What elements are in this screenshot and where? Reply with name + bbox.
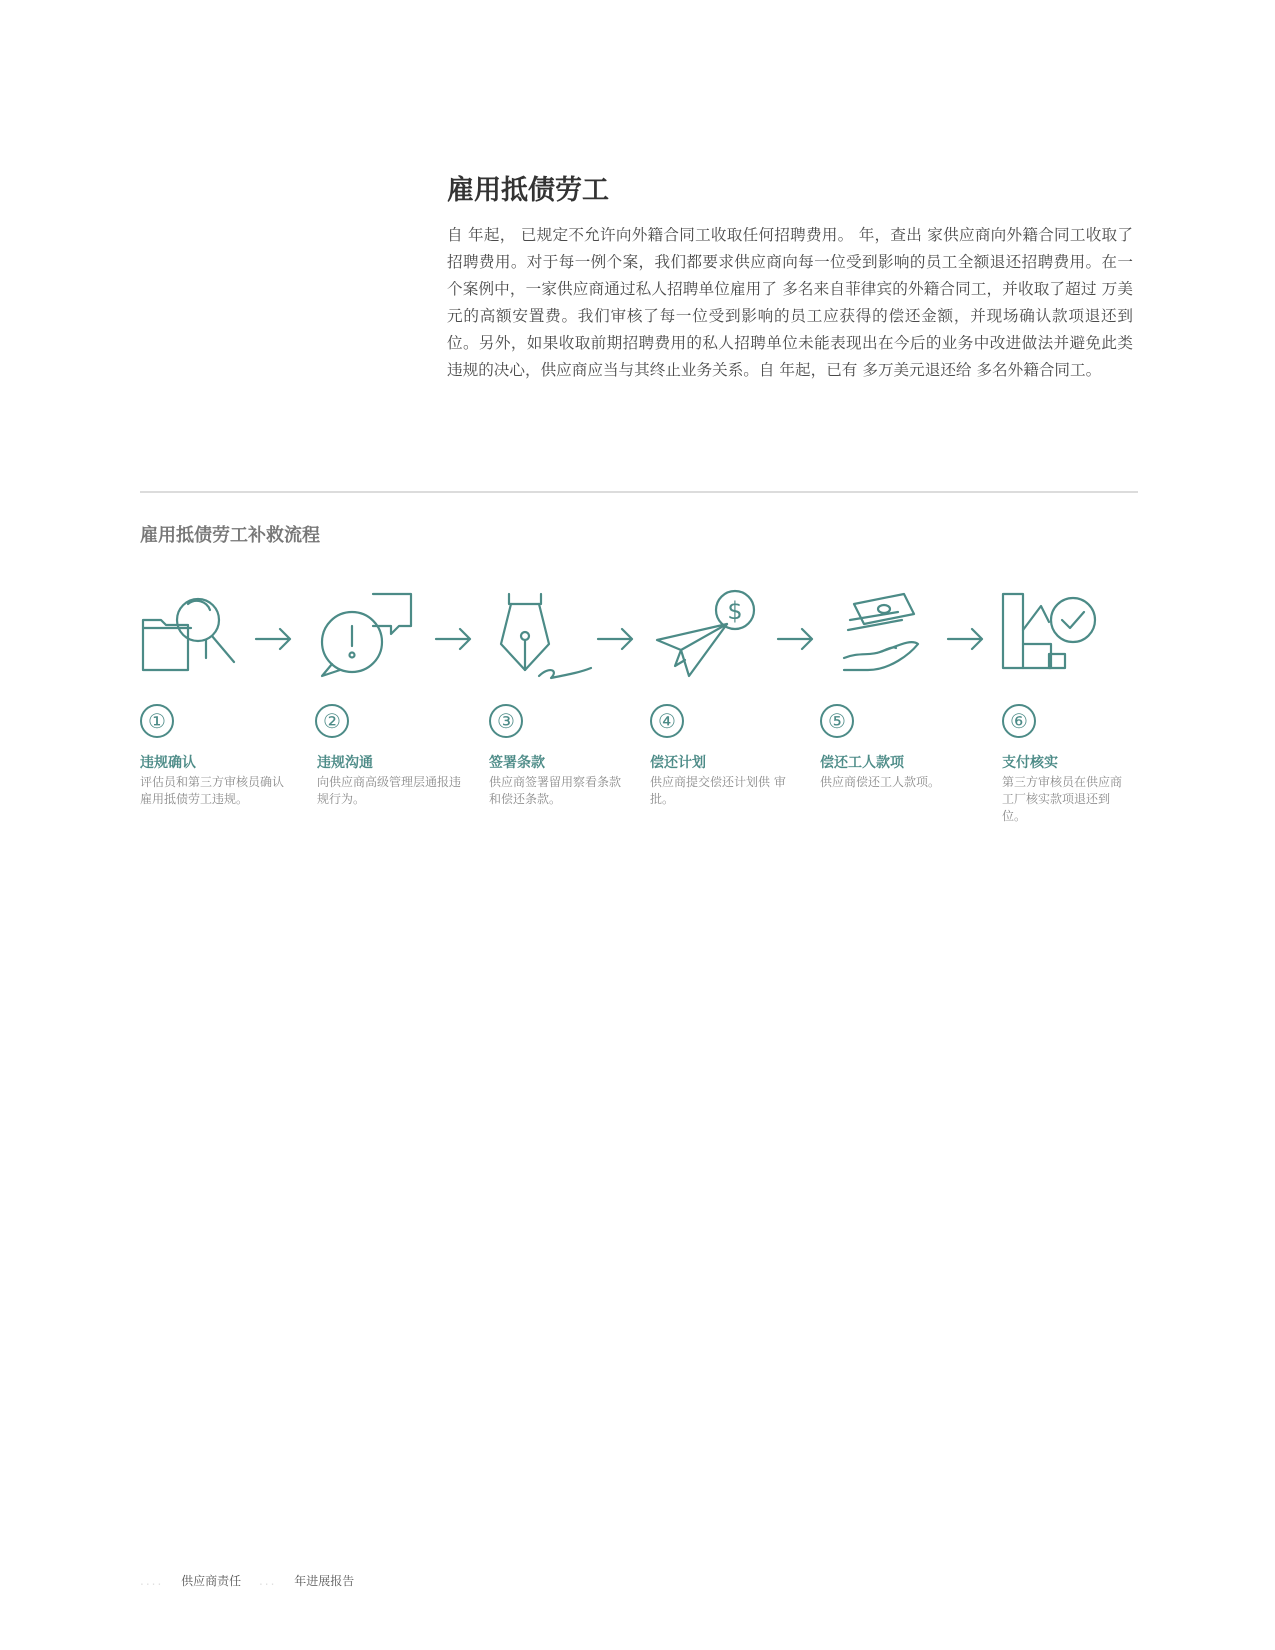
fountain-pen-signature-icon	[495, 590, 595, 680]
hand-money-icon	[840, 590, 940, 680]
section-title: 雇用抵债劳工	[447, 175, 609, 206]
arrow-right-icon	[596, 627, 636, 651]
step-2-number: ②	[315, 704, 349, 738]
step-1-title: 违规确认	[140, 755, 196, 771]
step-6-title: 支付核实	[1002, 755, 1058, 771]
arrow-right-icon	[946, 627, 986, 651]
step-3-title: 签署条款	[489, 755, 545, 771]
footer-report-name: 供应商责任	[181, 1574, 242, 1588]
step-5-title: 偿还工人款项	[820, 755, 904, 771]
step-6-description: 第三方审核员在供应商工厂核实款项退还到位。	[1002, 775, 1123, 823]
alert-speech-bubbles-icon	[318, 590, 418, 680]
footer-spacer: ...	[258, 1574, 277, 1588]
body-paragraph: 自 年起， 已规定不允许向外籍合同工收取任何招聘费用。 年，查出 家供应商向外籍合同工收取了招聘费用。对于每一例个案，我们都要求供应商向每一位受到影响的员工全额退还招聘费用。在一个案例中，一家供应商通过私人招聘单位雇用了 多名来自菲律宾的外籍合同工，并收取了超过 万美元的高额安置费。我们审核了每一位受到影响的员工应获得的偿还金额，并现场确认款项退还到位。另外，如果收取前期招聘费用的私人招聘单位未能表现出在今后的业务中改进做法并避免此类违规的决心，供应商应当与其终止业务关系。自 年起，已有 多万美元退还给 多名外籍合同工。	[447, 226, 1133, 379]
arrow-right-icon	[776, 627, 816, 651]
building-checkmark-icon	[1001, 590, 1101, 680]
paper-plane-dollar-icon	[655, 590, 755, 680]
step-6-number: ⑥	[1002, 704, 1036, 738]
step-3-description: 供应商签署留用察看条款和偿还条款。	[489, 775, 622, 806]
step-4-description: 供应商提交偿还计划供 审批。	[650, 775, 786, 806]
step-4-title: 偿还计划	[650, 755, 706, 771]
footer-report-year: 年进展报告	[294, 1574, 355, 1588]
divider	[140, 491, 1138, 493]
page-footer	[140, 1572, 368, 1589]
step-1-description: 评估员和第三方审核员确认雇用抵债劳工违规。	[140, 775, 285, 806]
step-5-number: ⑤	[820, 704, 854, 738]
svg-text:$: $	[727, 597, 743, 625]
process-title: 雇用抵债劳工补救流程	[140, 525, 320, 546]
step-2-description: 向供应商高级管理层通报违规行为。	[317, 775, 462, 806]
step-1-number: ①	[140, 704, 174, 738]
arrow-right-icon	[254, 627, 294, 651]
arrow-right-icon	[434, 627, 474, 651]
step-4-number: ④	[650, 704, 684, 738]
step-5-description: 供应商偿还工人款项。	[820, 775, 941, 789]
footer-spacer: ....	[140, 1574, 164, 1588]
step-2-title: 违规沟通	[317, 755, 373, 771]
step-3-number: ③	[489, 704, 523, 738]
folder-magnifier-icon	[140, 590, 240, 680]
